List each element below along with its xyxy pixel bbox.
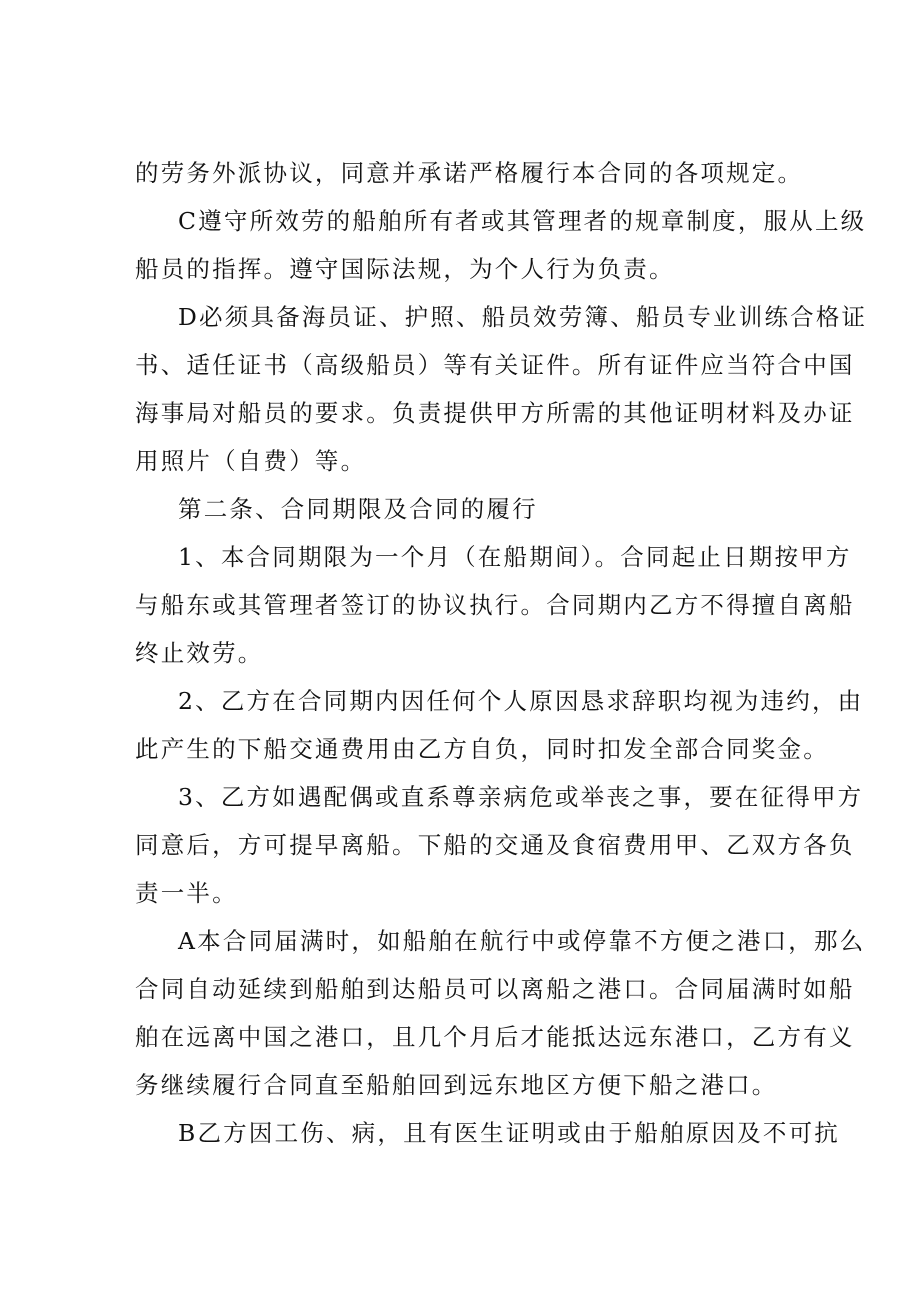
paragraph-line: A本合同届满时，如船舶在航行中或停靠不方便之港口，那么 xyxy=(178,927,866,955)
paragraph-line: 海事局对船员的要求。负责提供甲方所需的其他证明材料及办证 xyxy=(135,399,855,427)
paragraph-line: 舶在远离中国之港口，且几个月后才能抵达远东港口，乙方有义 xyxy=(135,1023,855,1051)
paragraph-line: 此产生的下船交通费用由乙方自负，同时扣发全部合同奖金。 xyxy=(135,735,829,763)
paragraph-line: 与船东或其管理者签订的协议执行。合同期内乙方不得擅自离船 xyxy=(135,591,855,619)
paragraph-line: 合同自动延续到船舶到达船员可以离船之港口。合同届满时如船 xyxy=(135,975,855,1003)
paragraph-line: B乙方因工伤、病，且有医生证明或由于船舶原因及不可抗 xyxy=(178,1119,840,1147)
paragraph-line: 务继续履行合同直至船舶回到远东地区方便下船之港口。 xyxy=(135,1071,778,1099)
paragraph-line: 书、适任证书（高级船员）等有关证件。所有证件应当符合中国 xyxy=(135,351,855,379)
section-heading: 第二条、合同期限及合同的履行 xyxy=(178,495,538,523)
paragraph-line: 1、本合同期限为一个月（在船期间）。合同起止日期按甲方 xyxy=(178,543,852,571)
paragraph-line: 船员的指挥。遵守国际法规，为个人行为负责。 xyxy=(135,255,675,283)
paragraph-line: D必须具备海员证、护照、船员效劳簿、船员专业训练合格证 xyxy=(178,303,868,331)
paragraph-line: 同意后，方可提早离船。下船的交通及食宿费用甲、乙双方各负 xyxy=(135,831,855,859)
paragraph-line: 用照片（自费）等。 xyxy=(135,447,367,475)
paragraph-line: 3、乙方如遇配偶或直系尊亲病危或举丧之事，要在征得甲方 xyxy=(178,783,864,811)
paragraph-line: 责一半。 xyxy=(135,879,238,907)
paragraph-line: C遵守所效劳的船舶所有者或其管理者的规章制度，服从上级 xyxy=(178,207,867,235)
paragraph-line: 终止效劳。 xyxy=(135,639,264,667)
paragraph-line: 的劳务外派协议，同意并承诺严格履行本合同的各项规定。 xyxy=(135,159,804,187)
paragraph-line: 2、乙方在合同期内因任何个人原因恳求辞职均视为违约，由 xyxy=(178,687,864,715)
